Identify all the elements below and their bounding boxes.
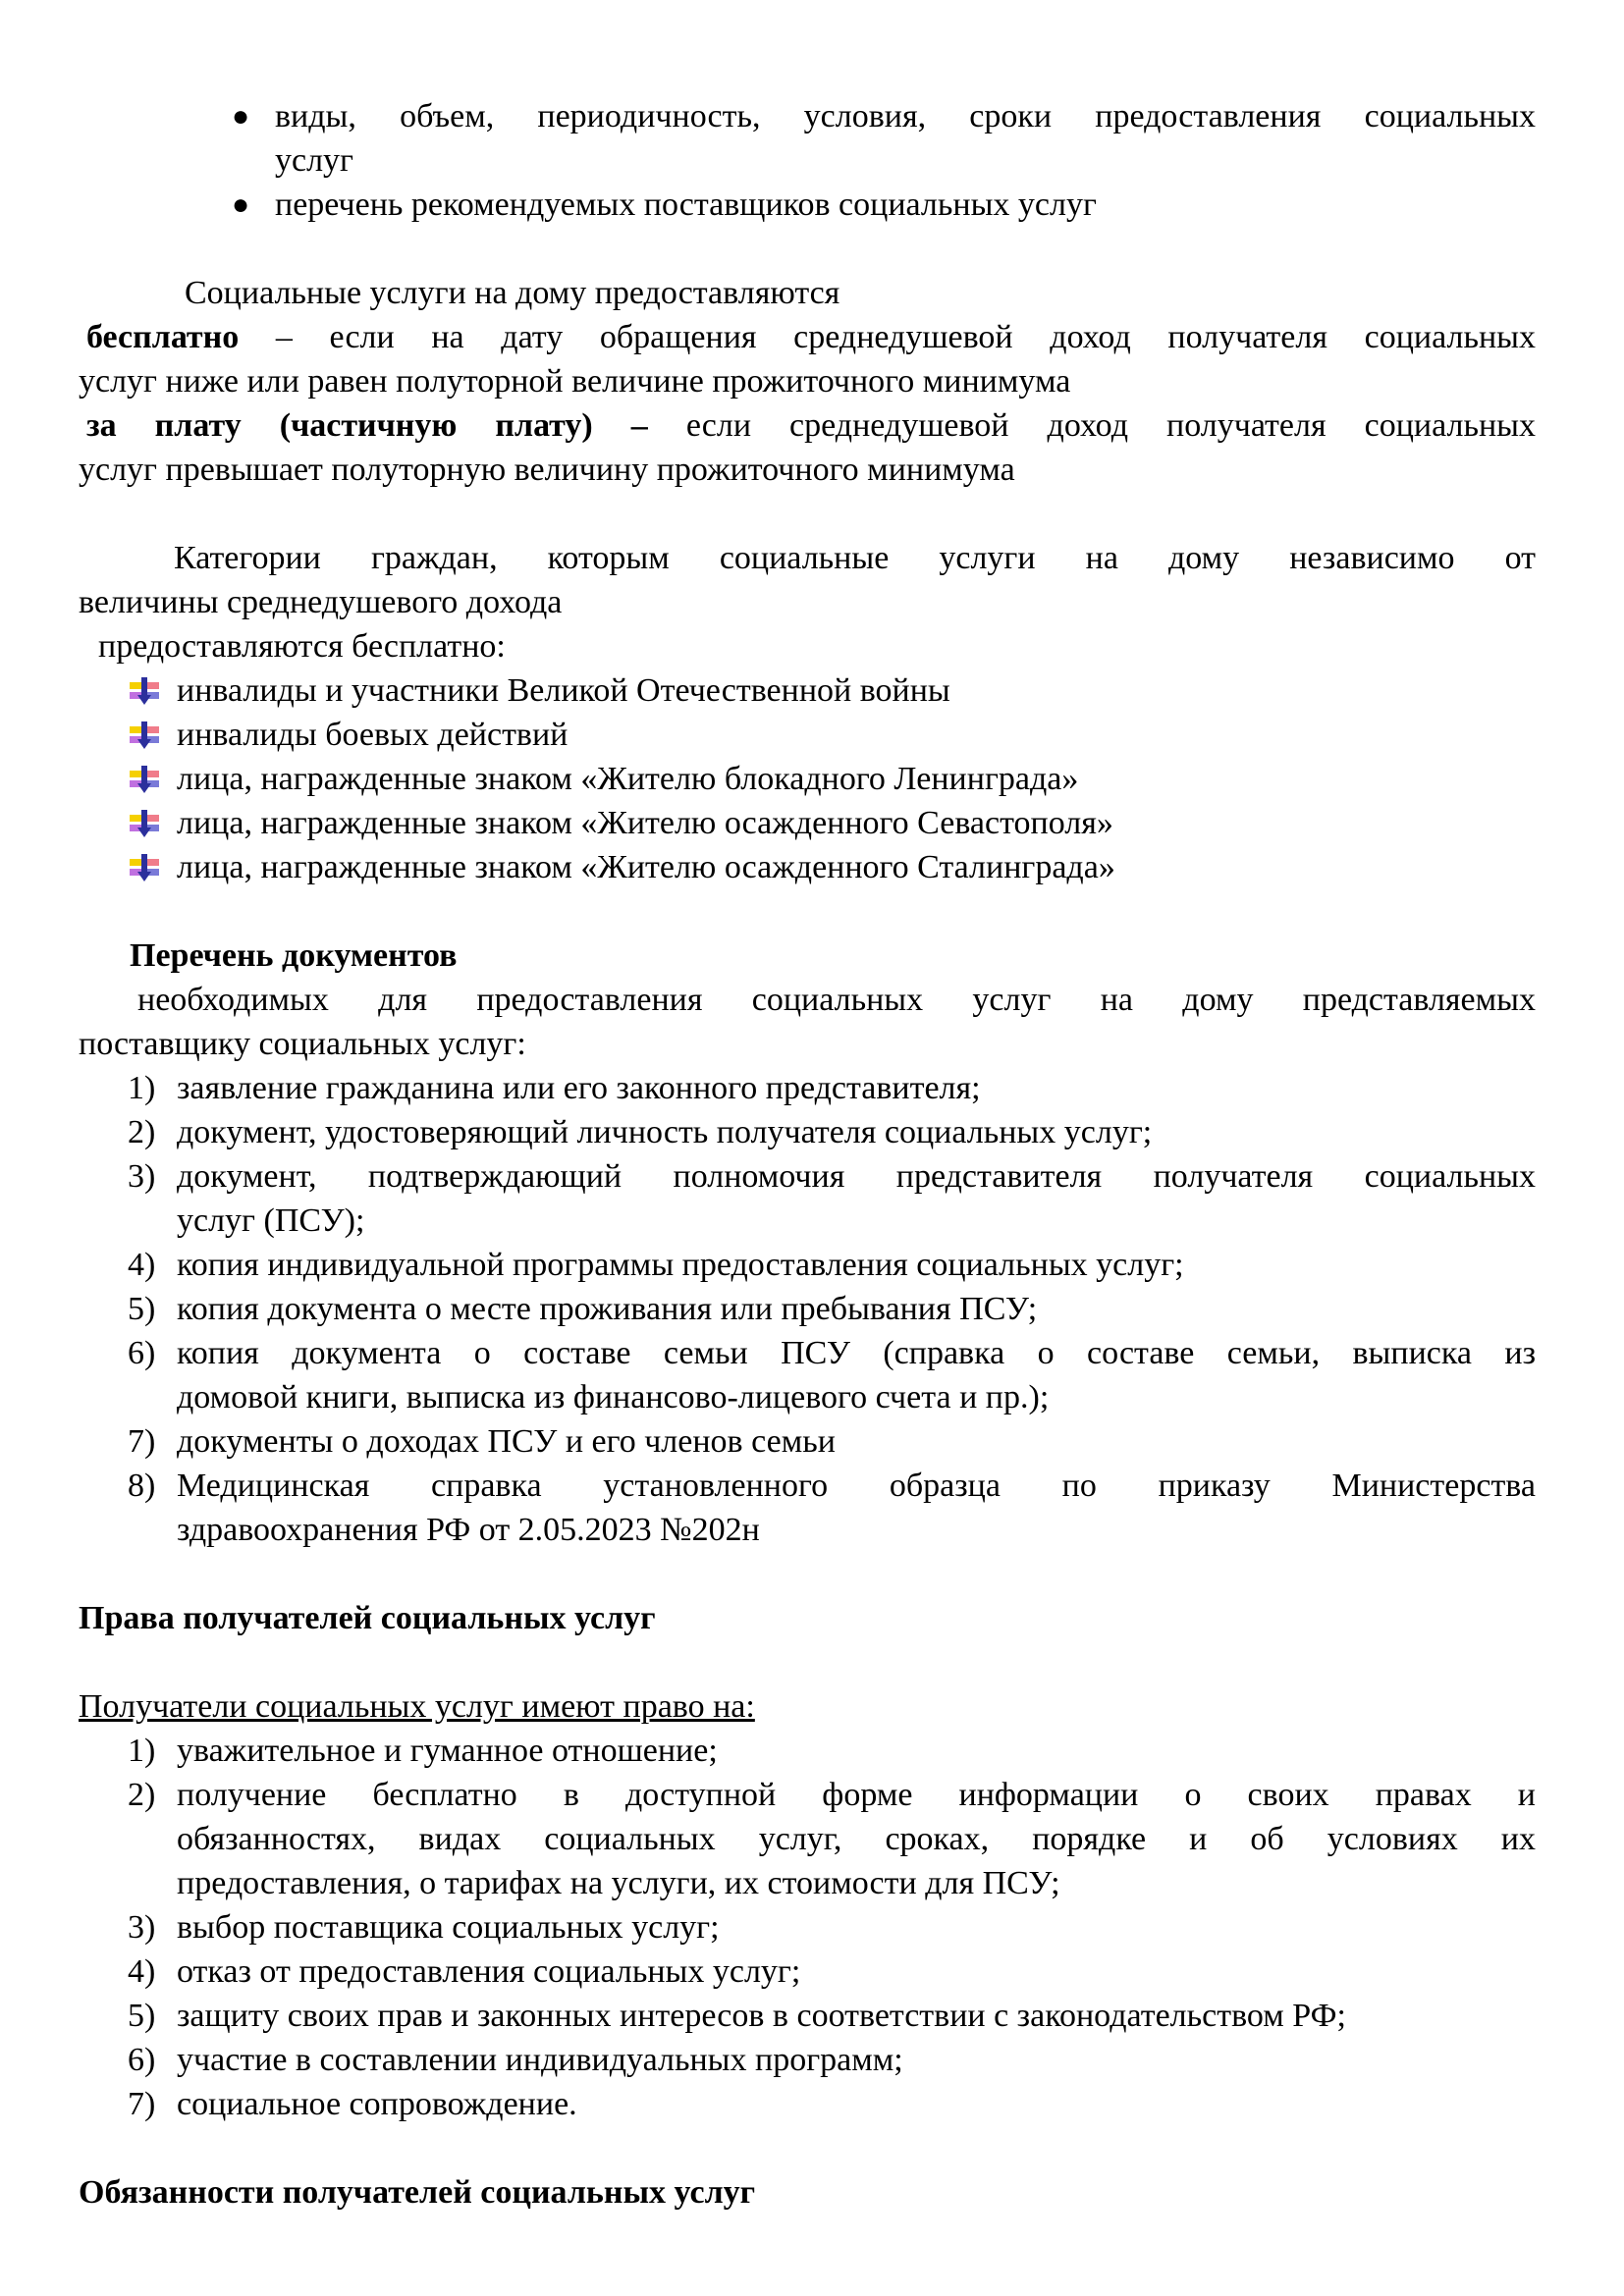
list-number: 6) bbox=[128, 2042, 156, 2078]
bullet-item bbox=[79, 94, 1536, 138]
rights-intro bbox=[79, 1684, 1536, 1729]
list-number: 6) bbox=[128, 1335, 156, 1371]
list-number: 5) bbox=[128, 1998, 156, 2034]
list-text: Медицинская справка установленного образца по приказу Министерства bbox=[177, 1468, 1536, 1504]
documents-title bbox=[79, 934, 1536, 978]
arrow-bullet-icon bbox=[130, 721, 159, 749]
free-text: – если на дату обращения среднедушевой доход получателя социальных bbox=[239, 319, 1536, 355]
document-item bbox=[79, 1154, 1536, 1199]
categories-list bbox=[79, 668, 1536, 889]
rights-title-text: Права получателей социальных услуг bbox=[79, 1600, 656, 1636]
list-number: 4) bbox=[128, 1953, 156, 1990]
rights-item bbox=[79, 1949, 1536, 1994]
bullet-text: виды, объем, периодичность, условия, сроки предоставления социальных bbox=[275, 98, 1536, 134]
rights-item bbox=[79, 1905, 1536, 1949]
list-number: 3) bbox=[128, 1909, 156, 1946]
document-item-continuation bbox=[79, 1508, 1536, 1552]
rights-item bbox=[79, 1773, 1536, 1817]
list-number: 5) bbox=[128, 1291, 156, 1327]
list-text: документ, удостоверяющий личность получателя социальных услуг; bbox=[177, 1114, 1153, 1150]
document-item bbox=[79, 1464, 1536, 1508]
category-text: лица, награжденные знаком «Жителю осажденного Севастополя» bbox=[177, 805, 1113, 841]
arrow-bullet-icon bbox=[130, 810, 159, 837]
category-item bbox=[79, 713, 1536, 757]
category-item bbox=[79, 757, 1536, 801]
document-item-continuation bbox=[79, 1375, 1536, 1419]
list-text: документ, подтверждающий полномочия представителя получателя социальных bbox=[177, 1158, 1536, 1195]
document-item bbox=[79, 1419, 1536, 1464]
paid-label: за плату (частичную плату) bbox=[86, 407, 593, 444]
rights-item-continuation bbox=[79, 1817, 1536, 1861]
document-item bbox=[79, 1066, 1536, 1110]
payment-free bbox=[79, 315, 1536, 359]
rights-item bbox=[79, 1994, 1536, 2038]
list-text: заявление гражданина или его законного представителя; bbox=[177, 1070, 981, 1106]
document-item bbox=[79, 1331, 1536, 1375]
rights-list bbox=[79, 1729, 1536, 2126]
list-text: социальное сопровождение. bbox=[177, 2086, 577, 2122]
list-text: получение бесплатно в доступной форме информации о своих правах и bbox=[177, 1777, 1536, 1813]
payment-paid bbox=[79, 403, 1536, 448]
paid-dash: – bbox=[592, 407, 648, 444]
category-text: инвалиды боевых действий bbox=[177, 717, 568, 753]
arrow-bullet-icon bbox=[130, 766, 159, 793]
list-text: предоставления, о тарифах на услуги, их стоимости для ПСУ; bbox=[177, 1865, 1060, 1901]
categories-intro-cont: предоставляются бесплатно: bbox=[98, 628, 506, 665]
arrow-bullet-icon bbox=[130, 677, 159, 705]
list-text: участие в составлении индивидуальных программ; bbox=[177, 2042, 903, 2078]
list-text: выбор поставщика социальных услуг; bbox=[177, 1909, 720, 1946]
documents-list bbox=[79, 1066, 1536, 1552]
category-item bbox=[79, 801, 1536, 845]
rights-item-continuation bbox=[79, 1861, 1536, 1905]
list-number: 8) bbox=[128, 1468, 156, 1504]
categories-intro-cont: величины среднедушевого дохода bbox=[79, 584, 563, 620]
rights-item bbox=[79, 2038, 1536, 2082]
document-item bbox=[79, 1287, 1536, 1331]
free-label: бесплатно bbox=[86, 319, 240, 355]
bullet-item bbox=[79, 183, 1536, 227]
document-item bbox=[79, 1110, 1536, 1154]
duties-title-text: Обязанности получателей социальных услуг bbox=[79, 2174, 756, 2211]
payment-intro: Социальные услуги на дому предоставляются bbox=[185, 275, 840, 311]
list-text: домовой книги, выписка из финансово-лицевого счета и пр.); bbox=[177, 1379, 1050, 1415]
category-text: инвалиды и участники Великой Отечественной войны bbox=[177, 672, 950, 709]
list-number: 7) bbox=[128, 2086, 156, 2122]
bullet-text: услуг bbox=[275, 142, 354, 179]
duties-title bbox=[79, 2170, 1536, 2215]
list-text: обязанностях, видах социальных услуг, сроках, порядке и об условиях их bbox=[177, 1821, 1536, 1857]
list-text: услуг (ПСУ); bbox=[177, 1202, 365, 1239]
document-page bbox=[79, 94, 1536, 2215]
list-text: уважительное и гуманное отношение; bbox=[177, 1733, 718, 1769]
documents-intro: необходимых для предоставления социальных услуг на дому представляемых bbox=[137, 982, 1536, 1018]
documents-title-text: Перечень документов bbox=[130, 937, 458, 974]
rights-item bbox=[79, 2082, 1536, 2126]
list-number: 4) bbox=[128, 1247, 156, 1283]
bullet-dot-icon: ● bbox=[232, 100, 250, 133]
paid-text: если среднедушевой доход получателя социальных bbox=[647, 407, 1537, 444]
list-number: 2) bbox=[128, 1777, 156, 1813]
category-item bbox=[79, 668, 1536, 713]
category-text: лица, награжденные знаком «Жителю блокадного Ленинграда» bbox=[177, 761, 1079, 797]
bullet-text: перечень рекомендуемых поставщиков социальных услуг bbox=[275, 187, 1097, 223]
document-item bbox=[79, 1243, 1536, 1287]
rights-item bbox=[79, 1729, 1536, 1773]
rights-title bbox=[79, 1596, 1536, 1640]
bullet-dot-icon: ● bbox=[232, 188, 250, 221]
list-number: 1) bbox=[128, 1733, 156, 1769]
rights-intro-text: Получатели социальных услуг имеют право на: bbox=[79, 1688, 755, 1725]
list-text: отказ от предоставления социальных услуг; bbox=[177, 1953, 801, 1990]
list-number: 1) bbox=[128, 1070, 156, 1106]
list-text: копия документа о составе семьи ПСУ (справка о составе семьи, выписка из bbox=[177, 1335, 1536, 1371]
bullet-item-continuation bbox=[79, 138, 1536, 183]
list-number: 3) bbox=[128, 1158, 156, 1195]
payment-free-cont: услуг ниже или равен полуторной величине прожиточного минимума bbox=[79, 363, 1071, 400]
documents-intro-cont: поставщику социальных услуг: bbox=[79, 1026, 526, 1062]
category-item bbox=[79, 845, 1536, 889]
list-number: 2) bbox=[128, 1114, 156, 1150]
list-text: защиту своих прав и законных интересов в соответствии с законодательством РФ; bbox=[177, 1998, 1346, 2034]
categories-intro: Категории граждан, которым социальные услуги на дому независимо от bbox=[174, 540, 1536, 576]
list-number: 7) bbox=[128, 1423, 156, 1460]
payment-paid-cont: услуг превышает полуторную величину прожиточного минимума bbox=[79, 452, 1015, 488]
category-text: лица, награжденные знаком «Жителю осажденного Сталинграда» bbox=[177, 849, 1115, 885]
document-item-continuation bbox=[79, 1199, 1536, 1243]
list-text: здравоохранения РФ от 2.05.2023 №202н bbox=[177, 1512, 760, 1548]
list-text: документы о доходах ПСУ и его членов семьи bbox=[177, 1423, 836, 1460]
list-text: копия документа о месте проживания или пребывания ПСУ; bbox=[177, 1291, 1038, 1327]
list-text: копия индивидуальной программы предоставления социальных услуг; bbox=[177, 1247, 1184, 1283]
arrow-bullet-icon bbox=[130, 854, 159, 881]
